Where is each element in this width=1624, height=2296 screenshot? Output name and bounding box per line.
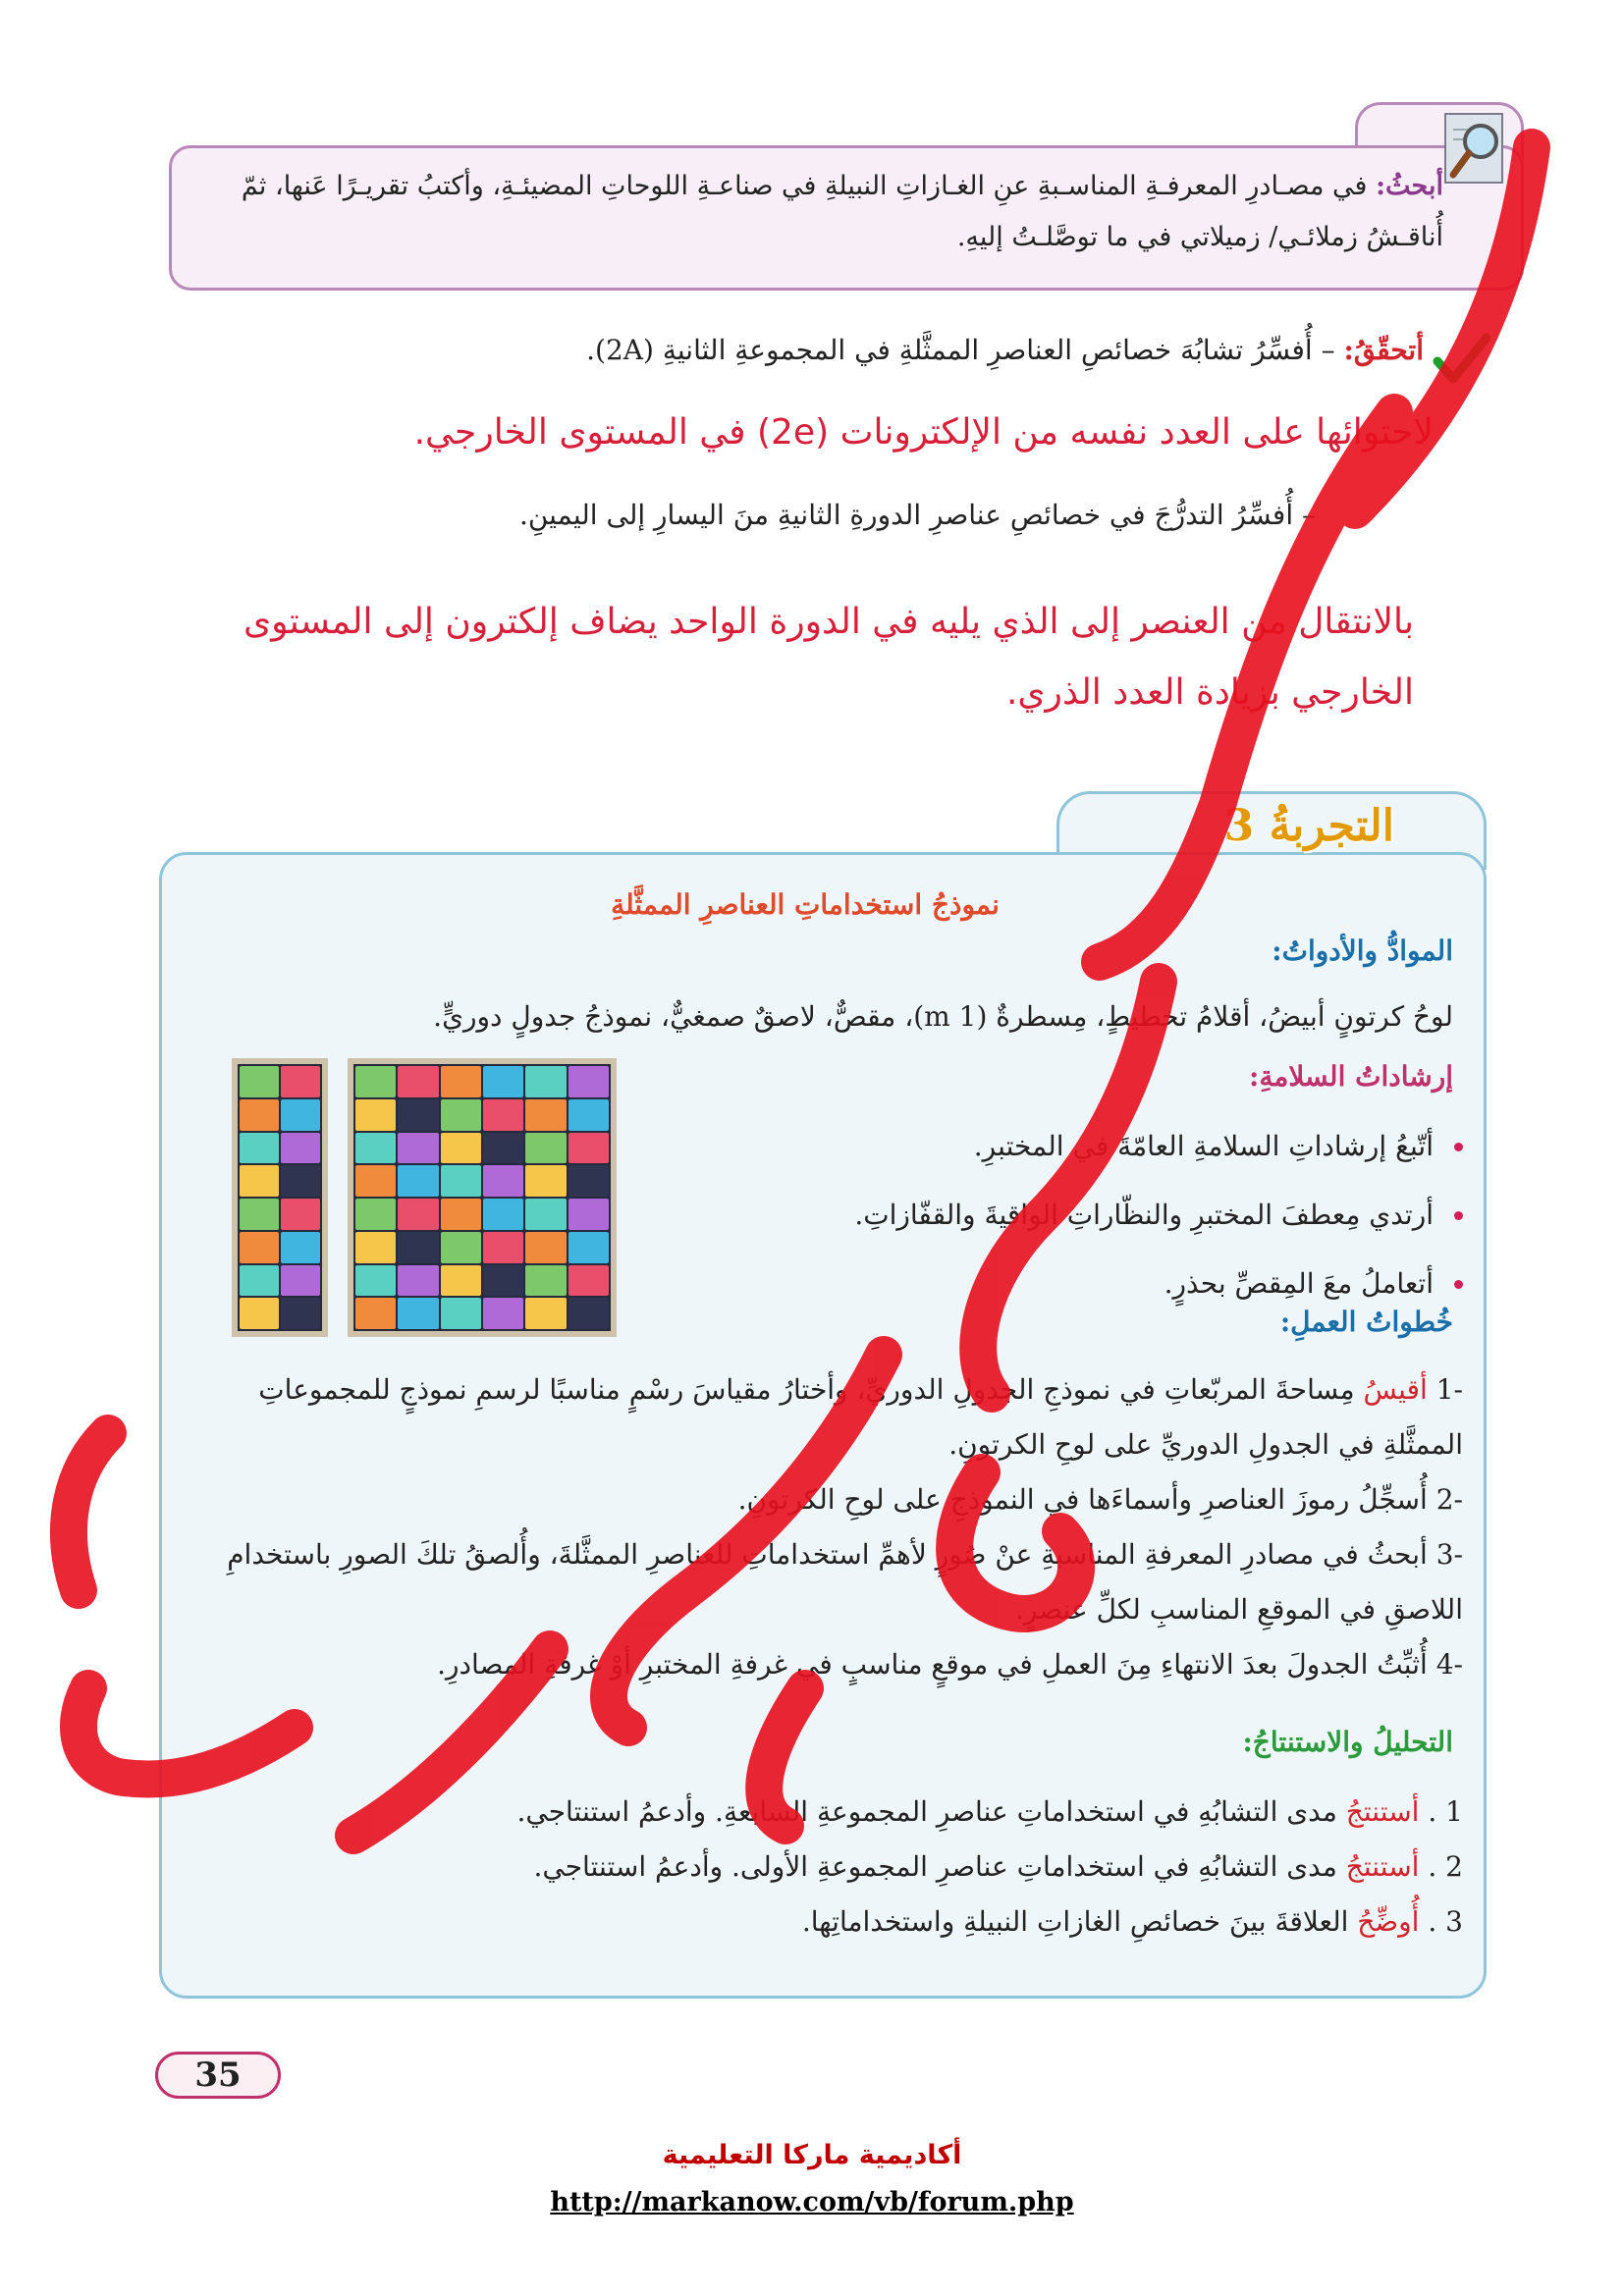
- safety-item: أرتدي مِعطفَ المختبرِ والنظّاراتِ الواقيةَ والقفّازاتِ.: [609, 1188, 1463, 1243]
- element-tile: [281, 1232, 320, 1263]
- research-text: [196, 161, 1443, 263]
- footer-link[interactable]: http://markanow.com/vb/forum.php: [550, 2187, 1074, 2217]
- element-tile: [568, 1298, 609, 1329]
- research-body: في مصـادرِ المعرفـةِ المناسـبةِ عنِ الغـازاتِ النبيلةِ في صناعـةِ اللوحاتِ المضيئـةِ، وأكتبُ تقريـرًا عَنها، ثمّ أُناقـشُ زملائـي/ زميلاتي في ما توصَّلـتُ إليهِ.: [241, 171, 1443, 252]
- element-tile: [355, 1298, 396, 1329]
- check-lead: أتحقّقُ:: [1343, 334, 1424, 366]
- step-item: -2 أُسجِّلُ رموزَ العناصرِ وأسماءَها في النموذجِ على لوحِ الكرتونِ.: [737, 1483, 1463, 1516]
- element-tile: [525, 1232, 566, 1263]
- analysis-item: 2 . أستنتجُ مدى التشابُهِ في استخداماتِ عناصرِ المجموعةِ الأولى. وأدعمُ استنتاجي.: [533, 1850, 1463, 1883]
- element-tile: [441, 1066, 481, 1097]
- element-tile: [483, 1165, 523, 1197]
- page-number: 35: [194, 2056, 242, 2095]
- bullet-dot-icon: [1454, 1143, 1463, 1151]
- page-number-badge: [155, 2052, 281, 2099]
- element-tile: [240, 1298, 279, 1329]
- element-tile: [281, 1099, 320, 1131]
- element-tile: [281, 1133, 320, 1164]
- element-tile: [240, 1133, 279, 1164]
- answer-2: بالانتقال من العنصر إلى الذي يليه في الدورة الواحد يضاف إلكترون إلى المستوى الخارجي بزيادة العدد الذري.: [243, 602, 1414, 713]
- element-tile: [240, 1165, 279, 1197]
- element-tile: [281, 1265, 320, 1297]
- element-tile: [240, 1265, 279, 1297]
- element-tile: [398, 1066, 438, 1097]
- element-tile: [355, 1232, 396, 1263]
- element-tile: [568, 1066, 609, 1097]
- materials-heading: الموادُّ والأدواتُ:: [1272, 934, 1453, 967]
- element-tile: [240, 1199, 279, 1230]
- element-tile: [441, 1165, 481, 1197]
- experiment-label: التجربةُ 3: [1223, 801, 1394, 851]
- element-tile: [441, 1199, 481, 1230]
- element-tile: [568, 1099, 609, 1131]
- safety-item: أتّبعُ إرشاداتِ السلامةِ العامّةَ في المختبرِ.: [609, 1119, 1463, 1174]
- element-tile: [441, 1298, 481, 1329]
- element-tile: [281, 1165, 320, 1197]
- element-tile: [398, 1165, 438, 1197]
- answer-1: لاحتوائها على العدد نفسه من الإلكترونات (2e) في المستوى الخارجي.: [413, 412, 1434, 453]
- element-tile: [525, 1133, 566, 1164]
- element-tile: [355, 1265, 396, 1297]
- footer-academy-name: أكاديمية ماركا التعليمية: [662, 2140, 962, 2170]
- steps-list: [196, 1362, 1463, 1692]
- element-tile: [441, 1099, 481, 1131]
- analysis-heading: التحليلُ والاستنتاجُ:: [1242, 1726, 1453, 1758]
- safety-heading: إرشاداتُ السلامةِ:: [1249, 1060, 1453, 1093]
- bullet-dot-icon: [1454, 1211, 1463, 1220]
- analysis-list: [353, 1785, 1463, 1949]
- element-tile: [568, 1232, 609, 1263]
- element-tile: [398, 1099, 438, 1131]
- element-tile: [525, 1265, 566, 1297]
- element-tile: [281, 1066, 320, 1097]
- element-tile: [441, 1133, 481, 1164]
- element-tile: [441, 1232, 481, 1263]
- element-tile: [441, 1265, 481, 1297]
- element-tile: [355, 1133, 396, 1164]
- checkmark-icon: [1432, 330, 1490, 389]
- element-tile: [355, 1199, 396, 1230]
- element-tile: [355, 1165, 396, 1197]
- element-tile: [240, 1232, 279, 1263]
- element-tile: [483, 1265, 523, 1297]
- steps-heading: خُطواتُ العملِ:: [1279, 1306, 1453, 1338]
- element-tile: [355, 1066, 396, 1097]
- check-question-2: – أُفسِّرُ التدرُّجَ في خصائصِ عناصرِ الدورةِ الثانيةِ منَ اليسارِ إلى اليمينِ.: [518, 499, 1316, 531]
- element-tile: [483, 1099, 523, 1131]
- periodic-table-image-left: [232, 1058, 328, 1337]
- element-tile: [483, 1232, 523, 1263]
- element-tile: [525, 1298, 566, 1329]
- research-lead: أبحثُ:: [1376, 171, 1443, 201]
- safety-item: أتعاملُ معَ المِقصِّ بحذرٍ.: [609, 1256, 1463, 1311]
- periodic-table-image-right: [348, 1058, 617, 1337]
- check-q1-text: – أُفسِّرُ تشابُهَ خصائصِ العناصرِ الممثَّلةِ في المجموعةِ الثانيةِ (2A).: [586, 334, 1335, 366]
- element-tile: [568, 1265, 609, 1297]
- element-tile: [398, 1232, 438, 1263]
- element-tile: [398, 1298, 438, 1329]
- safety-list: [609, 1119, 1463, 1325]
- analysis-item: 1 . أستنتجُ مدى التشابُهِ في استخداماتِ عناصرِ المجموعةِ السابعةِ. وأدعمُ استنتاجي.: [516, 1795, 1463, 1828]
- magnifier-icon: [1441, 110, 1510, 188]
- experiment-title: نموذجُ استخداماتِ العناصرِ الممثَّلةِ: [611, 888, 1000, 921]
- bullet-dot-icon: [1454, 1280, 1463, 1289]
- element-tile: [525, 1099, 566, 1131]
- element-tile: [525, 1066, 566, 1097]
- element-tile: [398, 1199, 438, 1230]
- element-tile: [568, 1199, 609, 1230]
- element-tile: [281, 1199, 320, 1230]
- element-tile: [398, 1265, 438, 1297]
- analysis-item: 3 . أُوضِّحُ العلاقةَ بينَ خصائصِ الغازاتِ النبيلةِ واستخداماتِها.: [801, 1905, 1463, 1938]
- element-tile: [483, 1133, 523, 1164]
- element-tile: [281, 1298, 320, 1329]
- materials-text: لوحُ كرتونٍ أبيضُ، أقلامُ تخطيطٍ، مِسطرةٌ (1 m)، مقصٌّ، لاصقٌ صمغيٌّ، نموذجُ جدولٍ دوريٍّ.: [433, 1000, 1453, 1033]
- element-tile: [398, 1133, 438, 1164]
- element-tile: [568, 1165, 609, 1197]
- element-tile: [525, 1165, 566, 1197]
- element-tile: [525, 1199, 566, 1230]
- step-item: -1 أقيسُ مِساحةَ المربّعاتِ في نموذجِ الجدولِ الدوريِّ، وأختارُ مقياسَ رسْمٍ مناسبًا لرسمِ نموذجٍ للمجموعاتِ الممثَّلةِ في الجدولِ الدوريِّ على لوحِ الكرتونِ.: [258, 1373, 1463, 1461]
- element-tile: [483, 1066, 523, 1097]
- element-tile: [568, 1133, 609, 1164]
- element-tile: [483, 1199, 523, 1230]
- step-item: -3 أبحثُ في مصادرِ المعرفةِ المناسبةِ عنْ صُورٍ لأهمِّ استخداماتِ للعناصرِ الممثَّلةَ، وأُلصقُ تلكَ الصورِ باستخدامِ اللاصقِ في الموقعِ المناسبِ لكلِّ عنصرٍ.: [227, 1538, 1463, 1626]
- element-tile: [240, 1099, 279, 1131]
- element-tile: [240, 1066, 279, 1097]
- element-tile: [483, 1298, 523, 1329]
- step-item: -4 أُثبِّتُ الجدولَ بعدَ الانتهاءِ مِنَ العملِ في موقعٍ مناسبٍ في غرفةِ المختبرِ أوْ غرفةِ المصادرِ.: [437, 1648, 1463, 1681]
- check-question-1: [511, 334, 1424, 366]
- element-tile: [355, 1099, 396, 1131]
